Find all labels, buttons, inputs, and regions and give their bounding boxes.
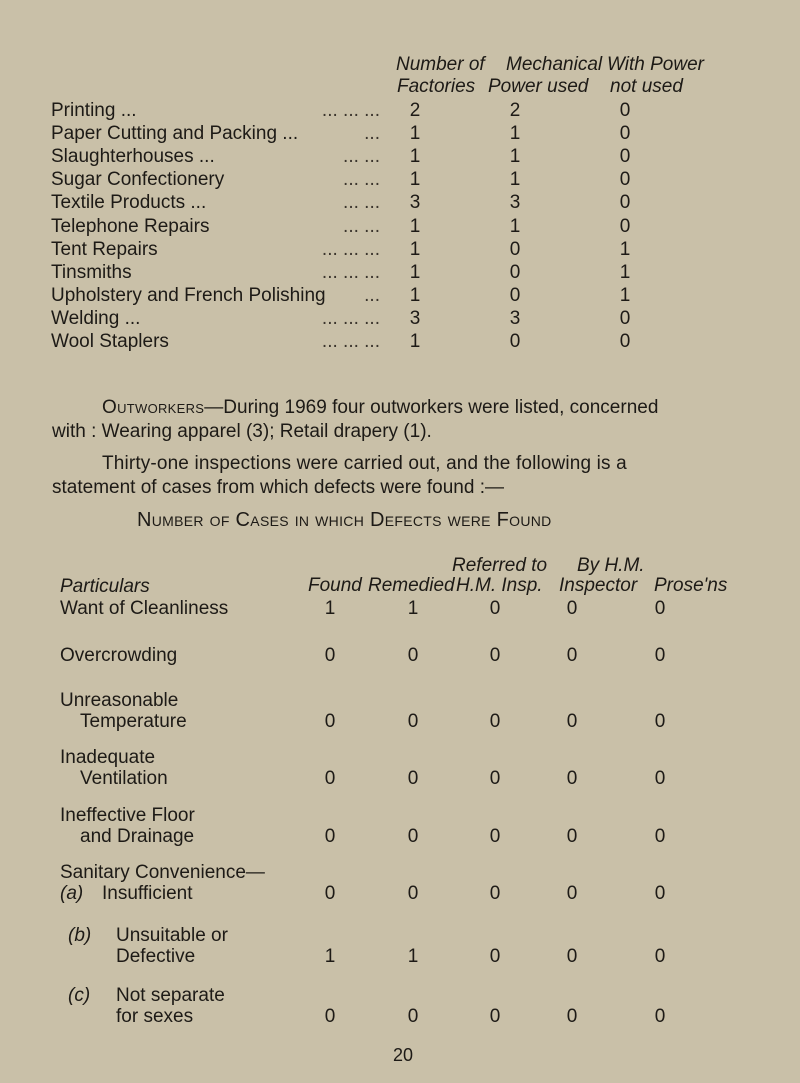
cell-prosecutions: 0 [654,1006,666,1027]
outworkers-paragraph [102,397,658,419]
cell-factories: 1 [409,146,421,167]
row-label: Printing ... [51,100,137,121]
cell-mechanical: 1 [509,146,521,167]
cell-found: 0 [324,1006,336,1027]
row-label: Welding ... [51,308,141,329]
cell-factories: 1 [409,331,421,352]
cell-factories: 1 [409,285,421,306]
row-label-line-1: Overcrowding [60,645,178,666]
cell-prosecutions: 0 [654,883,666,904]
cell-by-inspector: 0 [566,711,578,732]
cell-factories: 1 [409,262,421,283]
cell-remedied: 1 [407,946,419,967]
cell-found: 0 [324,826,336,847]
header-particulars: Particulars [60,576,150,597]
row-label-line-2: Ventilation [80,768,168,789]
cell-prosecutions: 0 [654,711,666,732]
cell-referred: 0 [489,883,501,904]
cell-without: 1 [619,239,631,260]
row-leaders: ... ... ... [321,239,380,260]
cell-factories: 1 [409,123,421,144]
cell-prosecutions: 0 [654,946,666,967]
cell-without: 0 [619,192,631,213]
row-label: Sugar Confectionery [51,169,225,190]
header-by-hm-top: By H.M. [577,555,645,576]
row-label-line-2: and Drainage [80,826,195,847]
row-label-line-1: Want of Cleanliness [60,598,229,619]
row-marker: (c) [68,985,91,1006]
cell-factories: 1 [409,216,421,237]
cell-found: 0 [324,645,336,666]
cell-mechanical: 3 [509,308,521,329]
cell-without: 1 [619,285,631,306]
row-leaders: ... [364,123,380,144]
cell-without: 1 [619,262,631,283]
cell-remedied: 0 [407,768,419,789]
row-label: Telephone Repairs [51,216,210,237]
cell-prosecutions: 0 [654,826,666,847]
cell-remedied: 1 [407,598,419,619]
row-leaders: ... ... ... [321,262,380,283]
cell-found: 0 [324,883,336,904]
cell-mechanical: 3 [509,192,521,213]
col-header-with-power-1: With Power [607,54,704,75]
cell-remedied: 0 [407,883,419,904]
header-remedied: Remedied [368,575,455,596]
cell-by-inspector: 0 [566,826,578,847]
row-label-line-1: Sanitary Convenience— [60,862,265,883]
cell-factories: 3 [409,192,421,213]
cell-by-inspector: 0 [566,946,578,967]
row-label-line-1: Not separate [116,985,225,1006]
row-label: Upholstery and French Polishing [51,285,326,306]
header-by-hm-bottom: Inspector [559,575,638,596]
cell-mechanical: 1 [509,169,521,190]
cell-found: 1 [324,946,336,967]
row-label: Paper Cutting and Packing ... [51,123,299,144]
cell-referred: 0 [489,598,501,619]
cell-factories: 2 [409,100,421,121]
row-label: Tent Repairs [51,239,158,260]
cell-factories: 1 [409,169,421,190]
cell-mechanical: 1 [509,123,521,144]
row-leaders: ... ... [343,169,380,190]
cell-without: 0 [619,123,631,144]
page-number: 20 [393,1045,414,1065]
inspections-line-1: Thirty-one inspections were carried out, and the following is a [102,453,627,474]
row-label: Tinsmiths [51,262,132,283]
cell-without: 0 [619,216,631,237]
cell-referred: 0 [489,826,501,847]
row-leaders: ... ... [343,146,380,167]
header-prosecutions: Prose'ns [654,575,728,596]
cell-referred: 0 [489,946,501,967]
cell-without: 0 [619,146,631,167]
row-label-line-1: Unreasonable [60,690,179,711]
cell-remedied: 0 [407,826,419,847]
cell-by-inspector: 0 [566,768,578,789]
header-referred-top: Referred to [452,555,548,576]
col-header-mechanical-1: Mechanical [506,54,603,75]
cell-without: 0 [619,169,631,190]
header-referred-bottom: H.M. Insp. [456,575,543,596]
cell-mechanical: 0 [509,285,521,306]
row-marker: (b) [68,925,92,946]
cell-found: 0 [324,768,336,789]
cell-found: 0 [324,711,336,732]
row-leaders: ... ... ... [321,308,380,329]
col-header-factories-1: Number of [396,54,485,75]
row-label-line-2: for sexes [116,1006,194,1027]
cell-referred: 0 [489,1006,501,1027]
col-header-mechanical-2: Power used [488,76,589,97]
row-leaders: ... ... ... [321,331,380,352]
cell-without: 0 [619,308,631,329]
cell-mechanical: 0 [509,331,521,352]
row-label-line-1: Unsuitable or [116,925,228,946]
cell-by-inspector: 0 [566,1006,578,1027]
row-leaders: ... [364,285,380,306]
row-label-line-1: Inadequate [60,747,156,768]
cell-remedied: 0 [407,711,419,732]
header-found: Found [308,575,362,596]
cell-prosecutions: 0 [654,768,666,789]
cell-found: 1 [324,598,336,619]
cell-factories: 3 [409,308,421,329]
cell-prosecutions: 0 [654,645,666,666]
row-leaders: ... ... ... [321,100,380,121]
cell-without: 0 [619,100,631,121]
inspections-line-2: statement of cases from which defects were found :— [52,477,504,498]
outworkers-text: —During 1969 four outworkers were listed, concerned [204,397,659,418]
row-label: Slaughterhouses ... [51,146,215,167]
row-label: Textile Products ... [51,192,207,213]
row-label-line-2: Defective [116,946,196,967]
outworkers-heading: Outworkers [102,397,205,418]
col-header-factories-2: Factories [397,76,476,97]
cell-factories: 1 [409,239,421,260]
cell-mechanical: 2 [509,100,521,121]
cell-mechanical: 1 [509,216,521,237]
row-leaders: ... ... [343,192,380,213]
cell-by-inspector: 0 [566,883,578,904]
cell-referred: 0 [489,711,501,732]
cell-without: 0 [619,331,631,352]
row-marker: (a) [60,883,84,904]
outworkers-line-2: with : Wearing apparel (3); Retail drapery (1). [52,421,432,442]
cell-mechanical: 0 [509,239,521,260]
cell-mechanical: 0 [509,262,521,283]
row-leaders: ... ... [343,216,380,237]
col-header-with-power-2: not used [610,76,683,97]
cell-remedied: 0 [407,1006,419,1027]
row-label: Wool Staplers [51,331,169,352]
row-label-line-2: Insufficient [102,883,193,904]
cell-by-inspector: 0 [566,645,578,666]
cell-by-inspector: 0 [566,598,578,619]
cell-remedied: 0 [407,645,419,666]
cell-prosecutions: 0 [654,598,666,619]
cell-referred: 0 [489,768,501,789]
cell-referred: 0 [489,645,501,666]
defects-section-title: Number of Cases in which Defects were Found [137,509,552,531]
row-label-line-1: Ineffective Floor [60,805,195,826]
row-label-line-2: Temperature [80,711,187,732]
